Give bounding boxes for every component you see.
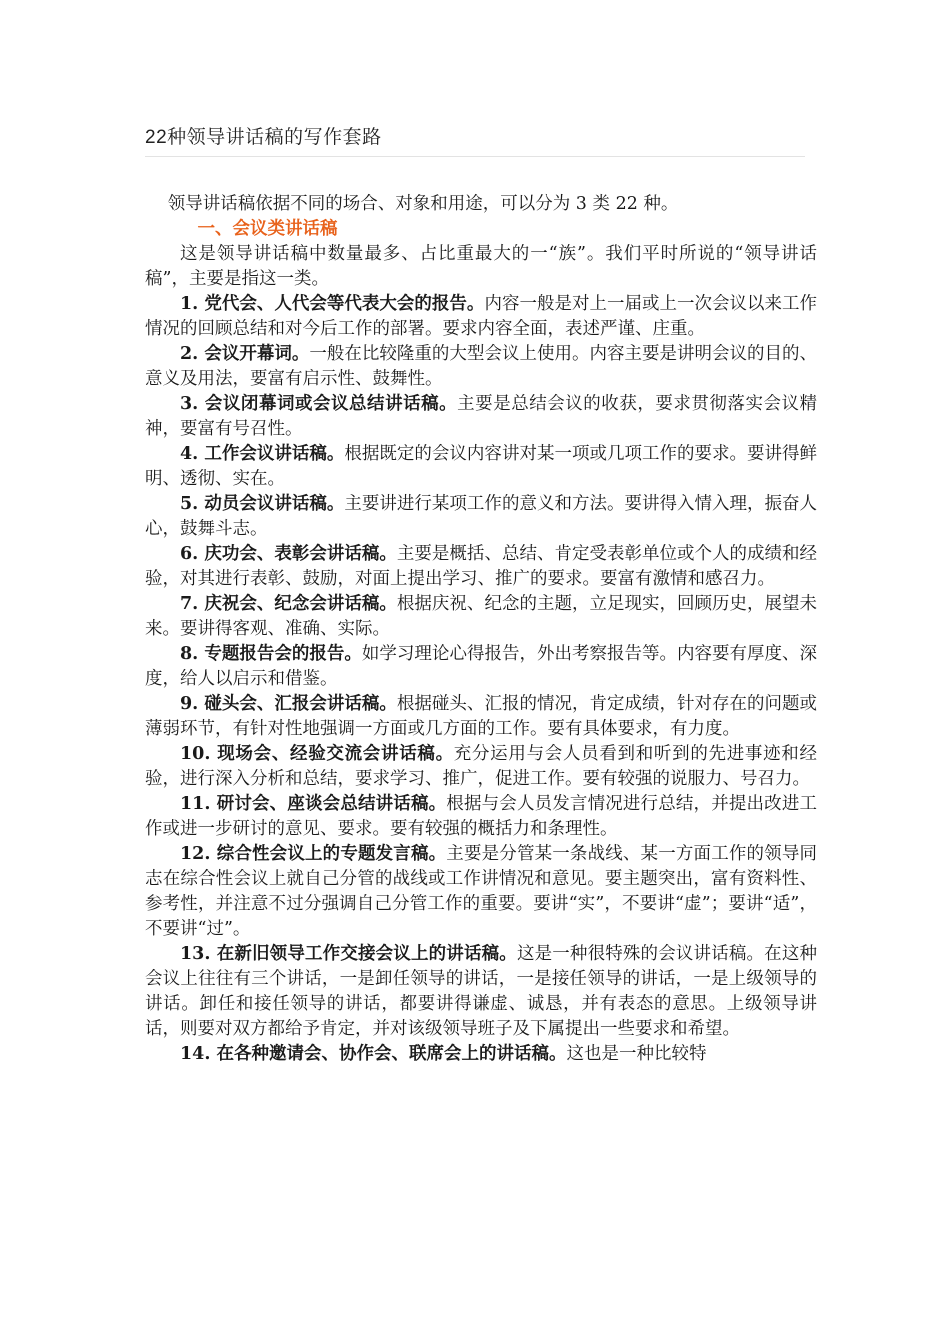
item-number: 3. xyxy=(180,394,205,414)
section-intro-paragraph: 这是领导讲话稿中数量最多、占比重最大的一“族”。我们平时所说的“领导讲话稿”，主要是指这一类。 xyxy=(145,244,817,289)
item-heading: 在各种邀请会、协作会、联席会上的讲话稿。 xyxy=(216,1044,567,1064)
item-text: 一般在比较隆重的大型会议上使用。内容主要是讲明会议的目的、意义及用法，要富有启示性、鼓舞性。 xyxy=(145,344,818,389)
item-heading: 研讨会、座谈会总结讲话稿。 xyxy=(216,794,447,814)
item-heading: 综合性会议上的专题发言稿。 xyxy=(216,844,447,864)
list-item xyxy=(145,842,817,942)
item-text: 充分运用与会人员看到和听到的先进事迹和经验，进行深入分析和总结，要求学习、推广，促进工作。要有较强的说服力、号召力。 xyxy=(145,744,817,789)
item-number: 7. xyxy=(180,594,205,614)
item-number: 13. xyxy=(180,944,217,964)
item-heading: 党代会、人代会等代表大会的报告。 xyxy=(204,294,485,314)
list-item xyxy=(145,542,817,592)
item-heading: 专题报告会的报告。 xyxy=(204,644,362,664)
item-number: 5. xyxy=(180,494,205,514)
item-text: 主要是概括、总结、肯定受表彰单位或个人的成绩和经验，对其进行表彰、鼓励，对面上提出学习、推广的要求。要富有激情和感召力。 xyxy=(145,544,818,589)
item-text: 根据既定的会议内容讲对某一项或几项工作的要求。要讲得鲜明、透彻、实在。 xyxy=(145,444,817,489)
item-heading: 现场会、经验交流会讲话稿。 xyxy=(217,744,454,764)
list-item xyxy=(145,592,817,642)
list-item xyxy=(145,392,817,442)
list-item xyxy=(145,792,817,842)
section-heading: 一、会议类讲话稿 xyxy=(197,219,338,239)
item-number: 2. xyxy=(180,344,205,364)
item-text: 主要是总结会议的收获，要求贯彻落实会议精神，要富有号召性。 xyxy=(145,394,818,439)
list-item xyxy=(145,942,817,1042)
item-number: 10. xyxy=(180,744,218,764)
item-text: 这是一种很特殊的会议讲话稿。在这种会议上往往有三个讲话，一是卸任领导的讲话，一是接任领导的讲话，一是上级领导的讲话。卸任和接任领导的讲话，都要讲得谦虚、诚恳，并有表态的意思。上级领导讲话，则要对双方都给予肯定，并对该级领导班子及下属提出一些要求和希望。 xyxy=(145,944,818,1039)
item-text: 主要讲进行某项工作的意义和方法。要讲得入情入理，振奋人心，鼓舞斗志。 xyxy=(145,494,817,539)
item-number: 4. xyxy=(180,444,205,464)
list-item xyxy=(145,1042,817,1067)
document-body xyxy=(145,192,817,1067)
list-item xyxy=(145,642,817,692)
item-number: 1. xyxy=(180,294,205,314)
list-item xyxy=(145,442,817,492)
item-heading: 会议开幕词。 xyxy=(204,344,310,364)
item-number: 12. xyxy=(180,844,217,864)
list-item xyxy=(145,492,817,542)
item-heading: 庆功会、表彰会讲话稿。 xyxy=(204,544,397,564)
intro-paragraph: 领导讲话稿依据不同的场合、对象和用途，可以分为 3 类 22 种。 xyxy=(167,194,679,214)
item-heading: 工作会议讲话稿。 xyxy=(204,444,345,464)
item-number: 8. xyxy=(180,644,205,664)
list-item xyxy=(145,692,817,742)
item-heading: 会议闭幕词或会议总结讲话稿。 xyxy=(204,394,458,414)
item-heading: 动员会议讲话稿。 xyxy=(204,494,345,514)
item-list xyxy=(145,292,817,1067)
item-number: 9. xyxy=(180,694,205,714)
item-text: 根据碰头、汇报的情况，肯定成绩，针对存在的问题或薄弱环节，有针对性地强调一方面或几方面的工作。要有具体要求，有力度。 xyxy=(145,694,818,739)
item-text: 根据庆祝、纪念的主题，立足现实，回顾历史，展望未来。要讲得客观、准确、实际。 xyxy=(145,594,818,639)
title-divider xyxy=(145,156,805,157)
list-item xyxy=(145,342,817,392)
item-text: 根据与会人员发言情况进行总结，并提出改进工作或进一步研讨的意见、要求。要有较强的概括力和条理性。 xyxy=(145,794,818,839)
item-text: 内容一般是对上一届或上一次会议以来工作情况的回顾总结和对今后工作的部署。要求内容全面，表述严谨、庄重。 xyxy=(145,294,818,339)
item-text: 这也是一种比较特 xyxy=(566,1044,707,1064)
item-text: 主要是分管某一条战线、某一方面工作的领导同志在综合性会议上就自己分管的战线或工作讲情况和意见。要主题突出，富有资料性、参考性，并注意不过分强调自己分管工作的重要。要讲“实”，不要讲“虚”；要讲“适”，不要讲“过”。 xyxy=(145,844,818,939)
item-heading: 庆祝会、纪念会讲话稿。 xyxy=(204,594,397,614)
list-item xyxy=(145,292,817,342)
list-item xyxy=(145,742,817,792)
item-number: 11. xyxy=(180,794,217,814)
item-heading: 在新旧领导工作交接会议上的讲话稿。 xyxy=(216,944,517,964)
item-number: 6. xyxy=(180,544,205,564)
item-text: 如学习理论心得报告，外出考察报告等。内容要有厚度、深度，给人以启示和借鉴。 xyxy=(145,644,818,689)
item-heading: 碰头会、汇报会讲话稿。 xyxy=(204,694,397,714)
item-number: 14. xyxy=(180,1044,217,1064)
document-title: 22种领导讲话稿的写作套路 xyxy=(145,127,382,148)
